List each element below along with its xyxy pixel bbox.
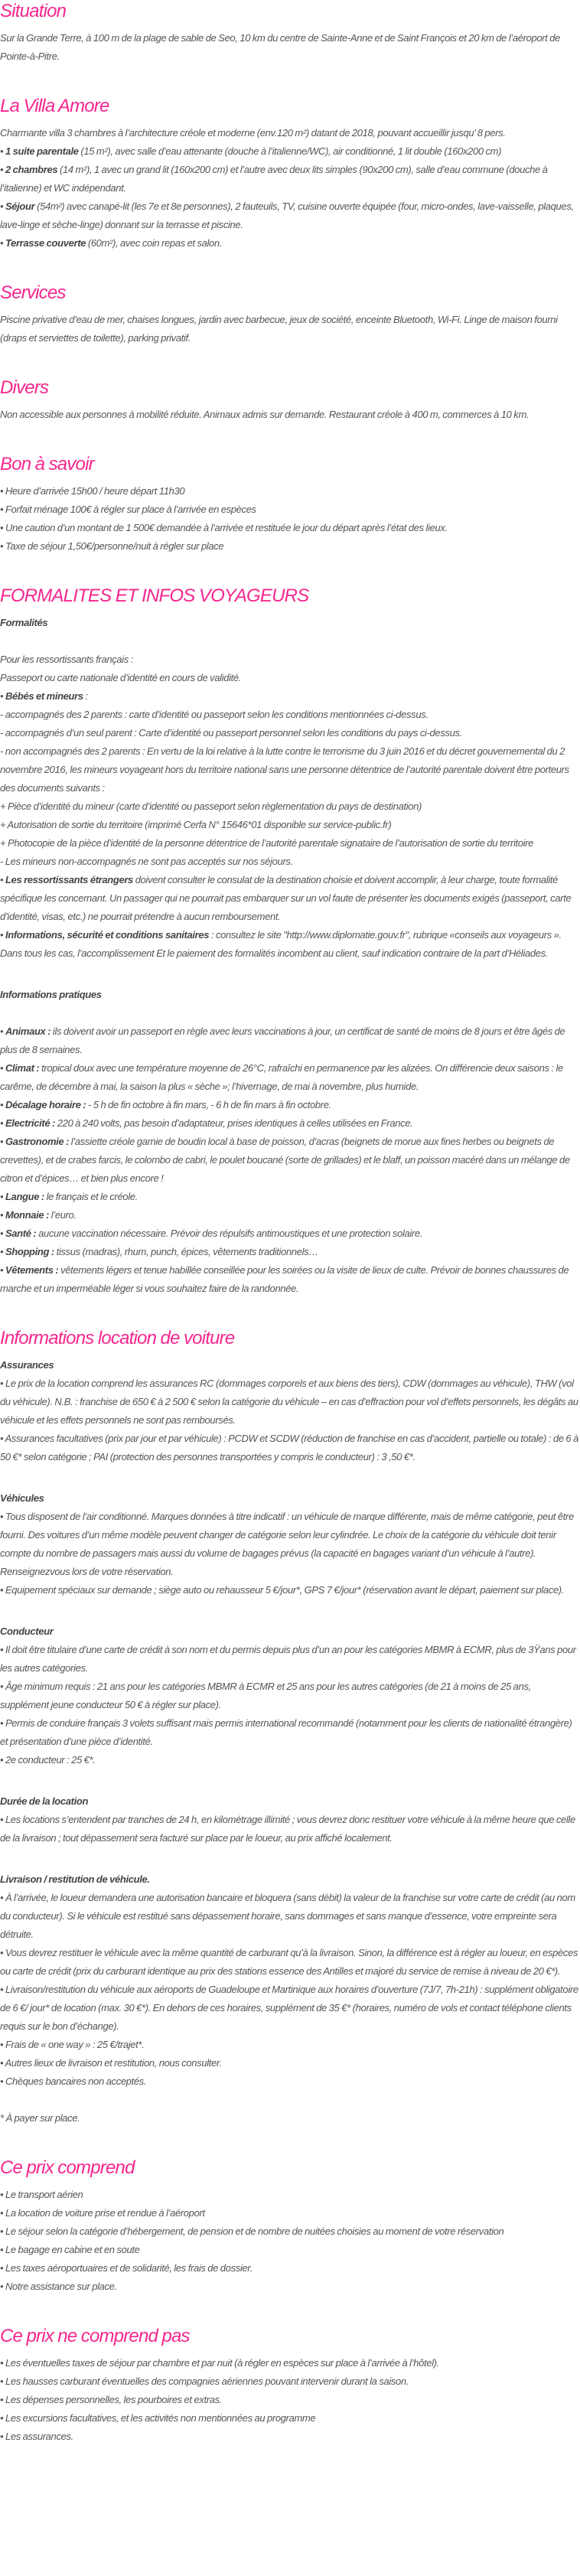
list-item: • Frais de « one way » : 25 €/trajet*. [0,2036,580,2054]
list-item: • Séjour (54m²) avec canapé-lit (les 7e et 8e personnes), 2 fauteuils, TV, cuisine ouverte équipée (four, micro-ondes, lave-vaisselle, plaques, lave-linge et sèche-linge) donnant sur la terrasse et piscine. [0,197,580,234]
subheading: Durée de la location [0,1795,89,1807]
list-item: • Terrasse couverte (60m²), avec coin repas et salon. [0,234,580,253]
villa-list [0,142,580,253]
list-item: • Climat : tropical doux avec une température moyenne de 26°C, rafraîchi en permanence par les alizées. On différencie deux saisons : le carême, de décembre à mai, la saison la plus « sèche »; l’hivernage, de mai à novembre, plus humide. [0,1059,580,1096]
section-text: Non accessible aux personnes à mobilité réduite. Animaux admis sur demande. Restaurant créole à 400 m, commerces à 10 km. [0,409,529,420]
list-item: • Santé : aucune vaccination nécessaire. Prévoir des répulsifs antimoustiques et une protection solaire. [0,1224,580,1243]
section-villa [0,95,580,253]
list-item: • Décalage horaire : - 5 h de fin octobre à fin mars, - 6 h de fin mars à fin octobre. [0,1096,580,1114]
section-formalites [0,585,580,1298]
text-line: - Les mineurs non-accompagnés ne sont pas acceptés sur nos séjours. [0,856,293,867]
list-item: • Heure d’arrivée 15h00 / heure départ 11h30 [0,482,580,501]
list-item: • Langue : le français et le créole. [0,1188,580,1206]
text-line: - accompagnés des 2 parents : carte d’identité ou passeport selon les conditions mentionnées ci-dessus. [0,709,428,720]
list-item: • Livraison/restitution du véhicule aux aéroports de Guadeloupe et Martinique aux horaires d’ouverture (7J/7, 7h-21h) : supplément obligatoire de 6 €/ jour* de location (max. 30 €*). En dehors de ces horaires, supplément de 35 €* (horaires, numéro de vols et contact téléphone clients requis sur le bon d’échange). [0,1981,580,2036]
list-item: • Monnaie : l’euro. [0,1206,580,1224]
list-item: • Les excursions facultatives, et les activités non mentionnées au programme [0,2409,580,2428]
list-item: • Animaux : ils doivent avoir un passeport en règle avec leurs vaccinations à jour, un certificat de santé de moins de 8 jours et être âgés de plus de 8 semaines. [0,1022,580,1059]
list-item: • Les locations s’entendent par tranches de 24 h, en kilométrage illimité ; vous devrez donc restituer votre véhicule à la même heure que celle de la livraison ; tout dépassement sera facturé sur place par le loueur, au prix affiché localement. [0,1811,580,1847]
list-item: • Une caution d’un montant de 1 500€ demandée à l’arrivée et restituée le jour du départ après l’état des lieux. [0,519,580,537]
section-title: Bon à savoir [0,454,94,474]
list-item: • Bébés et mineurs : [0,687,580,706]
list-item: • Le prix de la location comprend les assurances RC (dommages corporels et aux biens des tiers), CDW (dommages au véhicule), THW (vol du véhicule). N.B. : franchise de 650 € à 2 500 € selon la catégorie du véhicule – en cas d’effraction pour vol d’effets personnels, les dégâts au véhicule et les effets personnels ne sont pas remboursés. [0,1374,580,1430]
list-item: • Âge minimum requis : 21 ans pour les catégories MBMR à ECMR et 25 ans pour les autres catégories (de 21 à moins de 25 ans, supplément jeune conducteur 50 € à régler sur place). [0,1678,580,1714]
subheading: Formalités [0,617,48,628]
subheading: Assurances [0,1359,54,1371]
list-item: • Permis de conduire français 3 volets suffisant mais permis international recommandé (notamment pour les clients de nationalité étrangère) et présentation d’une pièce d’identité. [0,1714,580,1751]
section-divers [0,377,580,424]
text-line: Pour les ressortissants français : [0,654,133,665]
section-intro: Charmante villa 3 chambres à l’architecture créole et moderne (env.120 m²) datant de 2018, pouvant accueillir jusqu’ 8 pers. [0,127,506,139]
subheading: Informations pratiques [0,989,102,1000]
list-item: • Vêtements : vêtements légers et tenue habillée conseillée pour les soirées ou la visite de lieux de culte. Prévoir de bonnes chaussures de marche et un imperméable léger si vous souhaitez faire de la randonnée. [0,1261,580,1298]
text-line: Passeport ou carte nationale d’identité en cours de validité. [0,672,242,683]
section-title: La Villa Amore [0,96,109,116]
list-item: • Les ressortissants étrangers doivent consulter le consulat de la destination choisie et doivent accomplir, à leur charge, toute formalité spécifique les concernant. Un passager qui ne pourrait pas embarquer sur un vol faute de présenter les documents exigés (passeport, carte d’identité, visas, etc.) ne pourrait prétendre à aucun remboursement. [0,871,580,926]
list-item: • La location de voiture prise et rendue à l’aéroport [0,2204,580,2222]
list-item: • Shopping : tissus (madras), rhum, punch, épices, vêtements traditionnels… [0,1243,580,1261]
list-item: • Le séjour selon la catégorie d’hébergement, de pension et de nombre de nuitées choisies au moment de votre réservation [0,2222,580,2241]
section-title: FORMALITES ET INFOS VOYAGEURS [0,585,309,606]
list-item: • Le transport aérien [0,2186,580,2204]
footnote: * À payer sur place. [0,2112,80,2124]
section-situation [0,0,580,66]
list-item: • Les dépenses personnelles, les pourboires et extras. [0,2391,580,2409]
section-bon-a-savoir [0,453,580,556]
text-line: - accompagnés d’un seul parent : Carte d’identité ou passeport personnel selon les conditions du pays ci-dessus. [0,727,462,739]
section-location-voiture [0,1327,580,2128]
list-item: • Taxe de séjour 1,50€/personne/nuit à régler sur place [0,537,580,556]
list-item: • Assurances facultatives (prix par jour et par véhicule) : PCDW et SCDW (réduction de franchise en cas d’accident, partielle ou totale) : de 6 à 50 €* selon catégorie ; PAI (protection des personnes transportées y compris le conducteur) : 3 ,50 €*. [0,1430,580,1466]
list-item: • Les taxes aéroportuaires et de solidarité, les frais de dossier. [0,2259,580,2278]
section-title: Divers [0,377,49,398]
list-item: • Autres lieux de livraison et restitution, nous consulter. [0,2054,580,2072]
subheading: Livraison / restitution de véhicule. [0,1873,150,1885]
list-item: • Les assurances. [0,2428,580,2446]
section-title: Ce prix ne comprend pas [0,2326,190,2346]
text-line: + Pièce d’identité du mineur (carte d’identité ou passeport selon règlementation du pays de destination) [0,801,422,812]
list-item: • Les éventuelles taxes de séjour par chambre et par nuit (à régler en espèces sur place à l’arrivée à l’hôtel). [0,2354,580,2372]
list-item: • Vous devrez restituer le véhicule avec la même quantité de carburant qu’à la livraison. Sinon, la différence est à régler au loueur, en espèces ou carte de crédit (prix du carburant identique au prix des stations essence des Antilles et majoré du service de remise à niveau de 20 €*). [0,1944,580,1981]
list-item: • 2 chambres (14 m²), 1 avec un grand lit (160x200 cm) et l’autre avec deux lits simples (90x200 cm), salle d’eau commune (douche à l’italienne) et WC indépendant. [0,161,580,197]
list-item: • À l’arrivée, le loueur demandera une autorisation bancaire et bloquera (sans débit) la valeur de la franchise sur votre carte de crédit (au nom du conducteur). Si le véhicule est restitué sans dépassement horaire, sans dommages et sans manque d’essence, votre empreinte sera détruite. [0,1889,580,1944]
list-item: • Electricité : 220 à 240 volts, pas besoin d’adaptateur, prises identiques à celles utilisées en France. [0,1114,580,1133]
section-prix-ne-comprend-pas [0,2325,580,2446]
text-line: + Autorisation de sortie du territoire (imprimé Cerfa N° 15646*01 disponible sur service-public.fr) [0,819,392,830]
list-item: • Gastronomie : l’assiette créole garnie de boudin local à base de poisson, d’acras (beignets de morue aux fines herbes ou beignets de crevettes), et de crabes farcis, le colombo de cabri, le poulet boucané (sorte de grillades) et le blaff, un poisson macéré dans un mélange de citron et d’épices… et bien plus encore ! [0,1133,580,1188]
list-item: • Notre assistance sur place. [0,2278,580,2296]
list-item: • Equipement spéciaux sur demande ; siège auto ou rehausseur 5 €/jour*, GPS 7 €/jour* (réservation avant le départ, paiement sur place). [0,1581,580,1599]
section-title: Ce prix comprend [0,2157,135,2178]
section-prix-comprend [0,2157,580,2296]
list-item: • Forfait ménage 100€ à régler sur place à l’arrivée en espèces [0,501,580,519]
subheading: Véhicules [0,1492,44,1504]
section-title: Situation [0,1,67,21]
list-item: • Les hausses carburant éventuelles des compagnies aériennes pouvant intervenir durant la saison. [0,2372,580,2391]
section-services [0,282,580,347]
list-item: • 2e conducteur : 25 €*. [0,1751,580,1769]
section-title: Informations location de voiture [0,1328,235,1348]
list-item: • Il doit être titulaire d’une carte de crédit à son nom et du permis depuis plus d’un an pour les catégories MBMR à ECMR, plus de 3Ÿans pour les autres catégories. [0,1641,580,1678]
list-item: • Informations, sécurité et conditions sanitaires : consultez le site "http://www.diplomatie.gouv.fr", rubrique «conseils aux voyageurs ». Dans tous les cas, l’accomplissement Et le paiement des formalités incombent au client, sauf indication contraire de la part d’Héliades. [0,926,580,963]
section-title: Services [0,282,66,303]
subheading: Conducteur [0,1625,54,1637]
list-item: • Chèques bancaires non acceptés. [0,2072,580,2091]
section-text: Sur la Grande Terre, à 100 m de la plage de sable de Seo, 10 km du centre de Sainte-Anne et de Saint François et 20 km de l’aéroport de Pointe-à-Pitre. [0,32,560,62]
list-item: • 1 suite parentale (15 m²), avec salle d’eau attenante (douche à l’italienne/WC), air conditionné, 1 lit double (160x200 cm) [0,142,580,161]
list-item: • Le bagage en cabine et en soute [0,2241,580,2259]
text-line: + Photocopie de la pièce d’identité de la personne détentrice de l’autorité parentale signataire de l’autorisation de sortie du territoire [0,837,534,849]
section-text: Piscine privative d’eau de mer, chaises longues, jardin avec barbecue, jeux de société, enceinte Bluetooth, Wi-Fi. Linge de maison fourni (draps et serviettes de toilette), parking privatif. [0,314,558,344]
text-line: - non accompagnés des 2 parents : En vertu de la loi relative à la lutte contre le terrorisme du 3 juin 2016 et du décret gouvernemental du 2 novembre 2016, les mineurs voyageant hors du territoire national sans une personne détentrice de l’autorité parentale doivent être porteurs des documents suivants : [0,745,569,794]
list-item: • Tous disposent de l’air conditionné. Marques données à titre indicatif : un véhicule de marque différente, mais de même catégorie, peut être fourni. Des voitures d’un même modèle peuvent changer de catégorie selon leur cylindrée. Le choix de la catégorie du véhicule doit tenir compte du nombre de passagers mais aussi du volume de bagages prévus (la capacité en bagages variant d’un véhicule à l’autre). Renseignezvous lors de votre réservation. [0,1508,580,1581]
